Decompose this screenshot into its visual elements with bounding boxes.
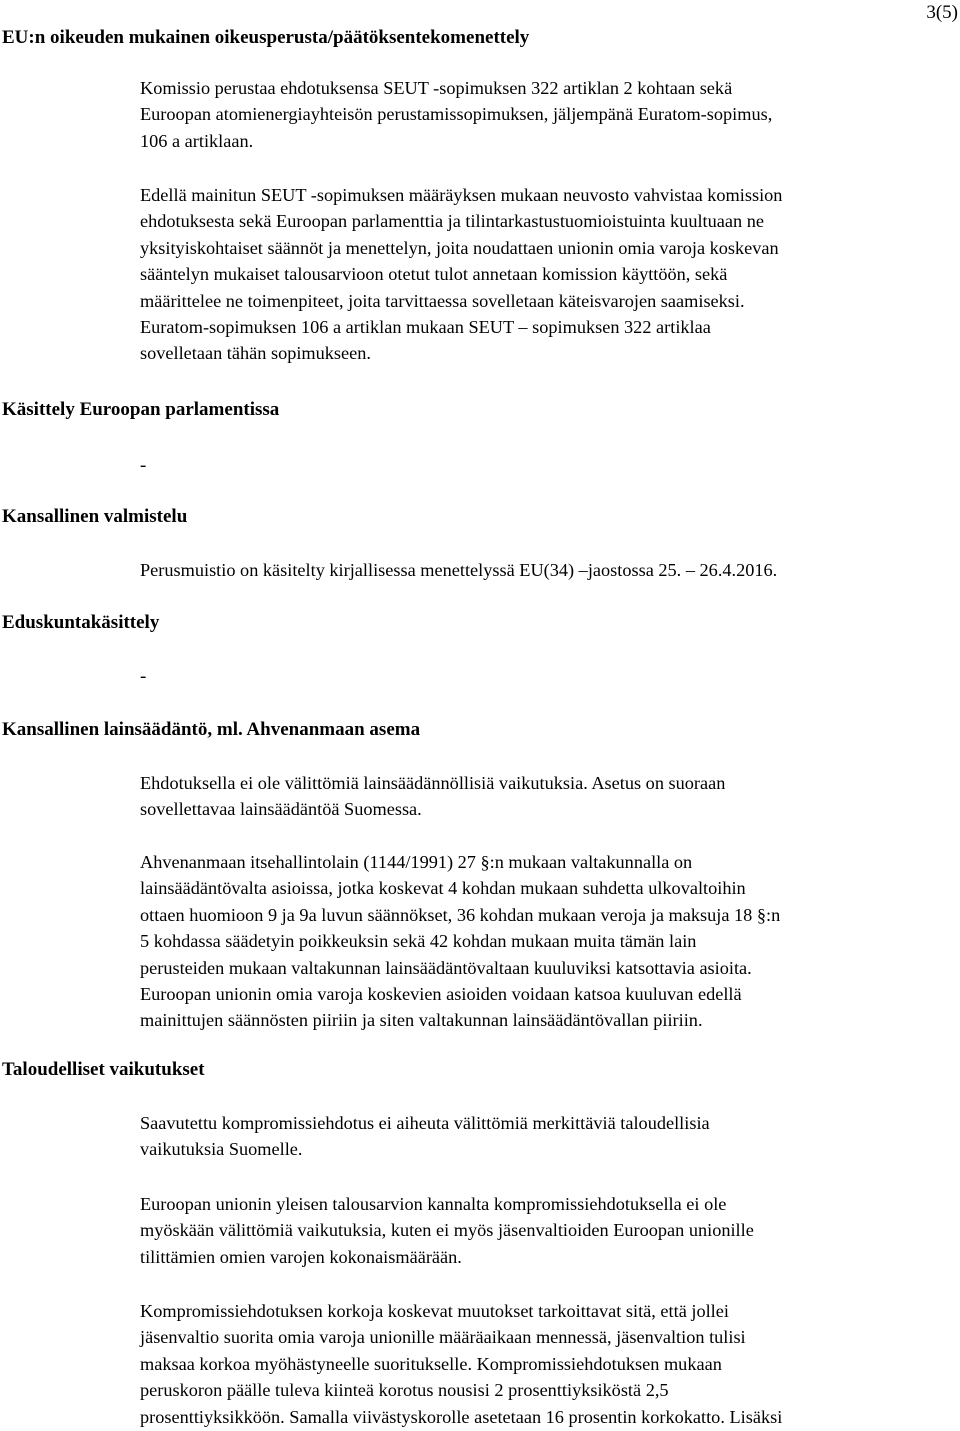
economic-impacts-paragraph-1: [140, 1110, 960, 1163]
text-line: Edellä mainitun SEUT -sopimuksen määräyksen mukaan neuvosto vahvistaa komission: [140, 185, 783, 205]
text-line: myöskään välittömiä vaikutuksia, kuten ei myös jäsenvaltioiden Euroopan unionille: [140, 1220, 754, 1241]
text-line: Ehdotuksella ei ole välittömiä lainsäädännöllisiä vaikutuksia. Asetus on suoraan: [140, 773, 726, 793]
text-line: Ahvenanmaan itsehallintolain (1144/1991) 27 §:n mukaan valtakunnalla on: [140, 852, 693, 872]
section-heading-national-legislation: Kansallinen lainsäädäntö, ml. Ahvenanmaan asema: [2, 719, 421, 740]
national-preparation-paragraph: [140, 557, 960, 583]
text-line: lainsäädäntövalta asioissa, jotka koskevat 4 kohdan mukaan suhdetta ulkovaltoihin: [140, 878, 746, 899]
text-line: perusteiden mukaan valtakunnan lainsäädäntövaltaan kuuluviksi katsottavia asioita.: [140, 957, 752, 978]
section-heading-eduskunta: Eduskuntakäsittely: [2, 612, 160, 633]
text-line: Komissio perustaa ehdotuksensa SEUT -sopimuksen 322 artiklan 2 kohtaan sekä: [140, 78, 733, 98]
parliament-content: -: [140, 455, 147, 476]
section-heading-parliament: Käsittely Euroopan parlamentissa: [2, 399, 280, 420]
economic-impacts-paragraph-2: [140, 1191, 960, 1270]
text-line: peruskoron päälle tuleva kiinteä korotus nousisi 2 prosenttiyksiköstä 2,5: [140, 1380, 669, 1401]
text-line: mainittujen säännösten piiriin ja siten valtakunnan lainsäädäntövallan piiriin.: [140, 1010, 703, 1031]
text-line: 106 a artiklaan.: [140, 130, 254, 151]
text-line: Euroopan atomienergiayhteisön perustamissopimuksen, jäljempänä Euratom-sopimus,: [140, 104, 773, 125]
text-line: tilittämien omien varojen kokonaismäärään.: [140, 1246, 462, 1267]
text-line: maksaa korkoa myöhästyneelle suoritukselle. Kompromissiehdotuksen mukaan: [140, 1353, 722, 1374]
section-heading-economic-impacts: Taloudelliset vaikutukset: [2, 1059, 205, 1080]
eduskunta-content: -: [140, 666, 147, 687]
section-heading-national-preparation: Kansallinen valmistelu: [2, 506, 188, 527]
text-line: Saavutettu kompromissiehdotus ei aiheuta välittömiä merkittäviä taloudellisia: [140, 1113, 710, 1133]
national-legislation-paragraph-1: [140, 770, 960, 823]
text-line: Perusmuistio on käsitelty kirjallisessa menettelyssä EU(34) –jaostossa 25. – 26.4.2016.: [140, 560, 778, 580]
text-line: sovelletaan tähän sopimukseen.: [140, 343, 371, 364]
text-line: ottaen huomioon 9 ja 9a luvun säännökset, 36 kohdan mukaan veroja ja maksuja 18 §:n: [140, 904, 781, 925]
section-heading-legal-basis: EU:n oikeuden mukainen oikeusperusta/päätöksentekomenettely: [2, 27, 530, 48]
text-line: määrittelee ne toimenpiteet, joita tarvittaessa sovelletaan käteisvarojen saamiseksi.: [140, 290, 745, 311]
text-line: sääntelyn mukaiset talousarvioon otetut tulot annetaan komission käyttöön, sekä: [140, 264, 728, 285]
text-line: Euroopan unionin omia varoja koskevien asioiden voidaan katsoa kuuluvan edellä: [140, 984, 742, 1005]
text-line: ehdotuksesta sekä Euroopan parlamenttia ja tilintarkastustuomioistuinta kuultuaan ne: [140, 211, 764, 232]
text-line: Euratom-sopimuksen 106 a artiklan mukaan SEUT – sopimuksen 322 artiklaa: [140, 317, 711, 338]
legal-basis-paragraph-1: [140, 75, 960, 154]
text-line: jäsenvaltio suorita omia varoja unionille määräaikaan mennessä, jäsenvaltion tulisi: [140, 1327, 746, 1348]
page-number: 3(5): [926, 2, 958, 23]
text-line: Kompromissiehdotuksen korkoja koskevat muutokset tarkoittavat sitä, että jollei: [140, 1301, 729, 1321]
text-line: 5 kohdassa säädetyin poikkeuksin sekä 42 kohdan mukaan muita tämän lain: [140, 931, 697, 952]
text-line: vaikutuksia Suomelle.: [140, 1139, 303, 1160]
text-line: yksityiskohtaiset säännöt ja menettelyn, joita noudattaen unionin omia varoja koskevan: [140, 237, 779, 258]
legal-basis-paragraph-2: [140, 182, 960, 367]
national-legislation-paragraph-2: [140, 849, 960, 1034]
text-line: prosenttiyksikköön. Samalla viivästyskorolle asetetaan 16 prosentin korkokatto. Lisäksi: [140, 1406, 783, 1427]
economic-impacts-paragraph-3: [140, 1298, 960, 1430]
text-line: Euroopan unionin yleisen talousarvion kannalta kompromissiehdotuksella ei ole: [140, 1194, 727, 1214]
text-line: sovellettavaa lainsäädäntöä Suomessa.: [140, 799, 422, 820]
